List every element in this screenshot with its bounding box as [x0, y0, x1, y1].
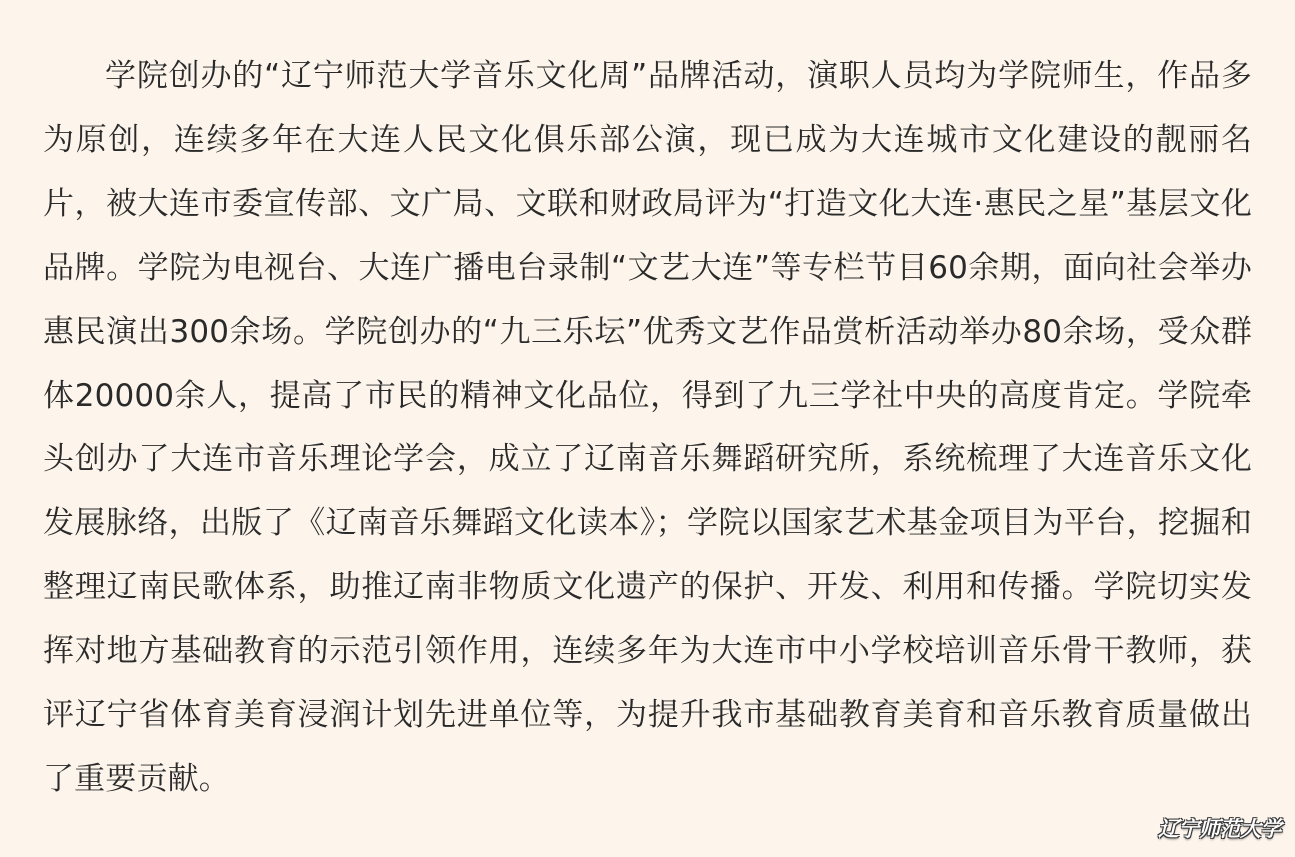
article-paragraph: 学院创办的“辽宁师范大学音乐文化周”品牌活动，演职人员均为学院师生，作品多为原创，连续多年在大连人民文化俱乐部公演，现已成为大连城市文化建设的靓丽名片，被大连市委宣传部、文广局、文联和财政局评为“打造文化大连·惠民之星”基层文化品牌。学院为电视台、大连广播电台录制“文艺大连”等专栏节目60余期，面向社会举办惠民演出300余场。学院创办的“九三乐坛”优秀文艺作品赏析活动举办80余场，受众群体20000余人，提高了市民的精神文化品位，得到了九三学社中央的高度肯定。学院牵头创办了大连市音乐理论学会，成立了辽南音乐舞蹈研究所，系统梳理了大连音乐文化发展脉络，出版了《辽南音乐舞蹈文化读本》；学院以国家艺术基金项目为平台，挖掘和整理辽南民歌体系，助推辽南非物质文化遗产的保护、开发、利用和传播。学院切实发挥对地方基础教育的示范引领作用，连续多年为大连市中小学校培训音乐骨干教师，获评辽宁省体育美育浸润计划先进单位等，为提升我市基础教育美育和音乐教育质量做出了重要贡献。: [43, 58, 1252, 797]
university-watermark: 辽宁师范大学: [1158, 816, 1281, 841]
